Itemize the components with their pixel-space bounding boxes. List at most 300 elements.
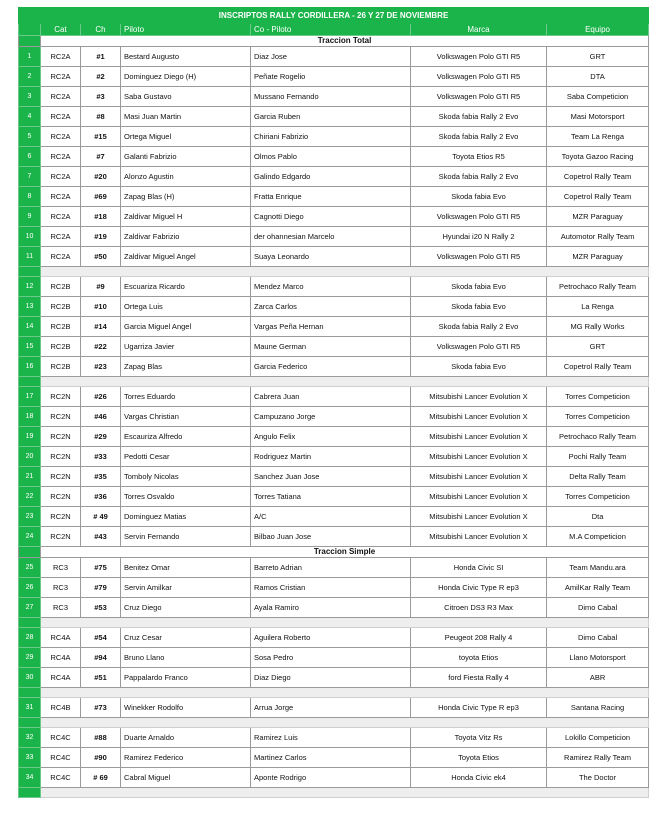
equipo-cell: ABR [547, 668, 649, 688]
row-number: 10 [19, 227, 41, 247]
row-index-cell [19, 267, 41, 277]
header-piloto: Piloto [121, 24, 251, 36]
row-number: 3 [19, 87, 41, 107]
spacer-cell [41, 718, 649, 728]
row-index-cell [19, 36, 41, 47]
row-number: 4 [19, 107, 41, 127]
cat-cell: RC2A [41, 67, 81, 87]
table-row [19, 427, 649, 447]
piloto-cell: Duarte Arnaldo [121, 728, 251, 748]
marca-cell: Citroen DS3 R3 Max [411, 598, 547, 618]
cat-cell: RC4C [41, 748, 81, 768]
table-row [19, 187, 649, 207]
row-number: 13 [19, 297, 41, 317]
copiloto-cell: Peñate Rogelio [251, 67, 411, 87]
header-index [19, 24, 41, 36]
equipo-cell: Masi Motorsport [547, 107, 649, 127]
equipo-cell: DTA [547, 67, 649, 87]
piloto-cell: Saba Gustavo [121, 87, 251, 107]
marca-cell: Mitsubishi Lancer Evolution X [411, 427, 547, 447]
row-number: 23 [19, 507, 41, 527]
cat-cell: RC4A [41, 648, 81, 668]
copiloto-cell: A/C [251, 507, 411, 527]
table-row [19, 728, 649, 748]
table-row [19, 47, 649, 67]
table-row [19, 207, 649, 227]
row-number: 7 [19, 167, 41, 187]
piloto-cell: Zaldivar Fabrizio [121, 227, 251, 247]
piloto-cell: Vargas Christian [121, 407, 251, 427]
row-number: 33 [19, 748, 41, 768]
table-row [19, 748, 649, 768]
car-number-cell: #29 [81, 427, 121, 447]
marca-cell: Volkswagen Polo GTI R5 [411, 87, 547, 107]
row-index-cell [19, 718, 41, 728]
equipo-cell: Automotor Rally Team [547, 227, 649, 247]
copiloto-cell: Cabrera Juan [251, 387, 411, 407]
cat-cell: RC2N [41, 507, 81, 527]
piloto-cell: Tomboly Nicolas [121, 467, 251, 487]
marca-cell: Skoda fabia Evo [411, 357, 547, 377]
car-number-cell: #1 [81, 47, 121, 67]
car-number-cell: #3 [81, 87, 121, 107]
row-number: 22 [19, 487, 41, 507]
copiloto-cell: Arrua Jorge [251, 698, 411, 718]
copiloto-cell: Martinez Carlos [251, 748, 411, 768]
cat-cell: RC2N [41, 427, 81, 447]
equipo-cell: MZR Paraguay [547, 207, 649, 227]
cat-cell: RC2A [41, 247, 81, 267]
car-number-cell: #9 [81, 277, 121, 297]
car-number-cell: #15 [81, 127, 121, 147]
table-row [19, 698, 649, 718]
piloto-cell: Cabral Miguel [121, 768, 251, 788]
copiloto-cell: Galindo Edgardo [251, 167, 411, 187]
cat-cell: RC4C [41, 728, 81, 748]
cat-cell: RC2N [41, 387, 81, 407]
piloto-cell: Escuariza Ricardo [121, 277, 251, 297]
piloto-cell: Bruno Llano [121, 648, 251, 668]
spacer-cell [41, 267, 649, 277]
equipo-cell: MG Rally Works [547, 317, 649, 337]
marca-cell: Skoda fabia Rally 2 Evo [411, 317, 547, 337]
equipo-cell: Dimo Cabal [547, 628, 649, 648]
equipo-cell: Saba Competicion [547, 87, 649, 107]
row-number: 30 [19, 668, 41, 688]
copiloto-cell: Vargas Peña Hernan [251, 317, 411, 337]
table-row [19, 127, 649, 147]
entry-list-sheet [18, 7, 648, 798]
copiloto-cell: Sanchez Juan Jose [251, 467, 411, 487]
cat-cell: RC2B [41, 317, 81, 337]
entry-list-table [18, 7, 649, 798]
marca-cell: Skoda fabia Rally 2 Evo [411, 167, 547, 187]
piloto-cell: Garcia Miguel Angel [121, 317, 251, 337]
cat-cell: RC2N [41, 407, 81, 427]
equipo-cell: Dimo Cabal [547, 598, 649, 618]
equipo-cell: Team La Renga [547, 127, 649, 147]
piloto-cell: Bestard Augusto [121, 47, 251, 67]
copiloto-cell: Ramos Cristian [251, 578, 411, 598]
piloto-cell: Servin Amilkar [121, 578, 251, 598]
row-number: 15 [19, 337, 41, 357]
car-number-cell: #53 [81, 598, 121, 618]
copiloto-cell: Aponte Rodrigo [251, 768, 411, 788]
cat-cell: RC2A [41, 47, 81, 67]
spacer-cell [41, 788, 649, 798]
table-row [19, 487, 649, 507]
spacer-cell [41, 688, 649, 698]
piloto-cell: Zapag Blas [121, 357, 251, 377]
cat-cell: RC4C [41, 768, 81, 788]
marca-cell: Volkswagen Polo GTI R5 [411, 67, 547, 87]
piloto-cell: Cruz Diego [121, 598, 251, 618]
table-row [19, 147, 649, 167]
car-number-cell: #90 [81, 748, 121, 768]
piloto-cell: Ortega Miguel [121, 127, 251, 147]
row-number: 2 [19, 67, 41, 87]
piloto-cell: Servin Fernando [121, 527, 251, 547]
title-row [19, 8, 649, 24]
table-row [19, 107, 649, 127]
row-number: 26 [19, 578, 41, 598]
cat-cell: RC4A [41, 628, 81, 648]
copiloto-cell: Suaya Leonardo [251, 247, 411, 267]
marca-cell: Honda Civic SI [411, 558, 547, 578]
equipo-cell: GRT [547, 337, 649, 357]
row-index-cell [19, 788, 41, 798]
table-row [19, 467, 649, 487]
row-number: 27 [19, 598, 41, 618]
copiloto-cell: Rodriguez Martin [251, 447, 411, 467]
row-number: 11 [19, 247, 41, 267]
marca-cell: Honda Civic Type R ep3 [411, 578, 547, 598]
row-number: 32 [19, 728, 41, 748]
marca-cell: Hyundai i20 N Rally 2 [411, 227, 547, 247]
piloto-cell: Alonzo Agustin [121, 167, 251, 187]
piloto-cell: Galanti Fabrizio [121, 147, 251, 167]
marca-cell: Honda Civic Type R ep3 [411, 698, 547, 718]
row-number: 28 [19, 628, 41, 648]
equipo-cell: Copetrol Rally Team [547, 357, 649, 377]
cat-cell: RC2A [41, 127, 81, 147]
car-number-cell: #10 [81, 297, 121, 317]
table-row [19, 67, 649, 87]
car-number-cell: #88 [81, 728, 121, 748]
piloto-cell: Dominguez Diego (H) [121, 67, 251, 87]
cat-cell: RC2A [41, 167, 81, 187]
table-row [19, 648, 649, 668]
car-number-cell: #75 [81, 558, 121, 578]
row-number: 8 [19, 187, 41, 207]
row-number: 29 [19, 648, 41, 668]
marca-cell: Toyota Etios R5 [411, 147, 547, 167]
copiloto-cell: der ohannesian Marcelo [251, 227, 411, 247]
marca-cell: Skoda fabia Rally 2 Evo [411, 107, 547, 127]
copiloto-cell: Torres Tatiana [251, 487, 411, 507]
table-row [19, 317, 649, 337]
marca-cell: Volkswagen Polo GTI R5 [411, 47, 547, 67]
car-number-cell: #35 [81, 467, 121, 487]
marca-cell: Skoda fabia Evo [411, 297, 547, 317]
row-number: 14 [19, 317, 41, 337]
row-index-cell [19, 688, 41, 698]
table-row [19, 227, 649, 247]
piloto-cell: Ramirez Federico [121, 748, 251, 768]
cat-cell: RC3 [41, 598, 81, 618]
sheet-title: INSCRIPTOS RALLY CORDILLERA - 26 Y 27 DE NOVIEMBRE [19, 8, 649, 24]
equipo-cell: Copetrol Rally Team [547, 167, 649, 187]
marca-cell: Volkswagen Polo GTI R5 [411, 247, 547, 267]
equipo-cell: Dta [547, 507, 649, 527]
equipo-cell: Torres Competicion [547, 487, 649, 507]
car-number-cell: #43 [81, 527, 121, 547]
copiloto-cell: Ayala Ramiro [251, 598, 411, 618]
marca-cell: Mitsubishi Lancer Evolution X [411, 447, 547, 467]
car-number-cell: #2 [81, 67, 121, 87]
piloto-cell: Dominguez Matias [121, 507, 251, 527]
row-number: 19 [19, 427, 41, 447]
table-row [19, 87, 649, 107]
table-row [19, 357, 649, 377]
marca-cell: Toyota Vitz Rs [411, 728, 547, 748]
row-number: 25 [19, 558, 41, 578]
equipo-cell: La Renga [547, 297, 649, 317]
piloto-cell: Ugarriza Javier [121, 337, 251, 357]
piloto-cell: Torres Eduardo [121, 387, 251, 407]
equipo-cell: Pochi Rally Team [547, 447, 649, 467]
section-header-row [19, 547, 649, 558]
table-row [19, 247, 649, 267]
car-number-cell: #50 [81, 247, 121, 267]
marca-cell: Mitsubishi Lancer Evolution X [411, 507, 547, 527]
car-number-cell: #20 [81, 167, 121, 187]
marca-cell: Toyota Etios [411, 748, 547, 768]
copiloto-cell: Chiriani Fabrizio [251, 127, 411, 147]
row-number: 16 [19, 357, 41, 377]
equipo-cell: GRT [547, 47, 649, 67]
section-header-row [19, 36, 649, 47]
cat-cell: RC2A [41, 227, 81, 247]
spacer-row [19, 618, 649, 628]
table-row [19, 598, 649, 618]
copiloto-cell: Garcia Federico [251, 357, 411, 377]
copiloto-cell: Sosa Pedro [251, 648, 411, 668]
cat-cell: RC3 [41, 558, 81, 578]
car-number-cell: #33 [81, 447, 121, 467]
row-number: 12 [19, 277, 41, 297]
piloto-cell: Pappalardo Franco [121, 668, 251, 688]
equipo-cell: Santana Racing [547, 698, 649, 718]
row-number: 1 [19, 47, 41, 67]
marca-cell: Volkswagen Polo GTI R5 [411, 337, 547, 357]
car-number-cell: #8 [81, 107, 121, 127]
cat-cell: RC2B [41, 297, 81, 317]
row-number: 24 [19, 527, 41, 547]
table-row [19, 277, 649, 297]
marca-cell: Mitsubishi Lancer Evolution X [411, 407, 547, 427]
cat-cell: RC4A [41, 668, 81, 688]
row-number: 5 [19, 127, 41, 147]
marca-cell: Skoda fabia Evo [411, 187, 547, 207]
equipo-cell: Copetrol Rally Team [547, 187, 649, 207]
cat-cell: RC2N [41, 467, 81, 487]
copiloto-cell: Mussano Fernando [251, 87, 411, 107]
table-row [19, 297, 649, 317]
piloto-cell: Masi Juan Martin [121, 107, 251, 127]
equipo-cell: AmilKar Rally Team [547, 578, 649, 598]
equipo-cell: The Doctor [547, 768, 649, 788]
header-marca: Marca [411, 24, 547, 36]
car-number-cell: # 49 [81, 507, 121, 527]
car-number-cell: #79 [81, 578, 121, 598]
row-number: 6 [19, 147, 41, 167]
marca-cell: Mitsubishi Lancer Evolution X [411, 387, 547, 407]
spacer-row [19, 718, 649, 728]
header-copiloto: Co - Piloto [251, 24, 411, 36]
piloto-cell: Zapag Blas (H) [121, 187, 251, 207]
spacer-cell [41, 377, 649, 387]
spacer-row [19, 788, 649, 798]
equipo-cell: Petrochaco Rally Team [547, 427, 649, 447]
marca-cell: Mitsubishi Lancer Evolution X [411, 527, 547, 547]
equipo-cell: Delta Rally Team [547, 467, 649, 487]
car-number-cell: #94 [81, 648, 121, 668]
cat-cell: RC2B [41, 337, 81, 357]
car-number-cell: #73 [81, 698, 121, 718]
piloto-cell: Pedotti Cesar [121, 447, 251, 467]
table-row [19, 407, 649, 427]
car-number-cell: #51 [81, 668, 121, 688]
copiloto-cell: Cagnotti Diego [251, 207, 411, 227]
row-index-cell [19, 377, 41, 387]
car-number-cell: #54 [81, 628, 121, 648]
marca-cell: Honda Civic ek4 [411, 768, 547, 788]
cat-cell: RC2A [41, 107, 81, 127]
piloto-cell: Benitez Omar [121, 558, 251, 578]
equipo-cell: Torres Competicion [547, 387, 649, 407]
row-number: 9 [19, 207, 41, 227]
copiloto-cell: Zarca Carlos [251, 297, 411, 317]
equipo-cell: Lokillo Competicion [547, 728, 649, 748]
cat-cell: RC2A [41, 147, 81, 167]
table-row [19, 668, 649, 688]
table-row [19, 447, 649, 467]
car-number-cell: #23 [81, 357, 121, 377]
equipo-cell: Team Mandu.ara [547, 558, 649, 578]
piloto-cell: Escauriza Alfredo [121, 427, 251, 447]
table-row [19, 167, 649, 187]
equipo-cell: Torres Competicion [547, 407, 649, 427]
equipo-cell: M.A Competicion [547, 527, 649, 547]
copiloto-cell: Olmos Pablo [251, 147, 411, 167]
piloto-cell: Winekker Rodolfo [121, 698, 251, 718]
spacer-row [19, 267, 649, 277]
copiloto-cell: Fratta Enrique [251, 187, 411, 207]
cat-cell: RC2A [41, 207, 81, 227]
header-equipo: Equipo [547, 24, 649, 36]
copiloto-cell: Bilbao Juan Jose [251, 527, 411, 547]
copiloto-cell: Angulo Felix [251, 427, 411, 447]
marca-cell: Volkswagen Polo GTI R5 [411, 207, 547, 227]
piloto-cell: Zaldivar Miguel Angel [121, 247, 251, 267]
spacer-cell [41, 618, 649, 628]
table-row [19, 578, 649, 598]
equipo-cell: MZR Paraguay [547, 247, 649, 267]
copiloto-cell: Aguilera Roberto [251, 628, 411, 648]
car-number-cell: #19 [81, 227, 121, 247]
marca-cell: toyota Etios [411, 648, 547, 668]
header-row [19, 24, 649, 36]
marca-cell: Skoda fabia Rally 2 Evo [411, 127, 547, 147]
copiloto-cell: Ramirez Luis [251, 728, 411, 748]
equipo-cell: Toyota Gazoo Racing [547, 147, 649, 167]
marca-cell: ford Fiesta Rally 4 [411, 668, 547, 688]
copiloto-cell: Barreto Adrian [251, 558, 411, 578]
marca-cell: Mitsubishi Lancer Evolution X [411, 487, 547, 507]
piloto-cell: Ortega Luis [121, 297, 251, 317]
car-number-cell: #26 [81, 387, 121, 407]
row-number: 31 [19, 698, 41, 718]
marca-cell: Mitsubishi Lancer Evolution X [411, 467, 547, 487]
table-row [19, 768, 649, 788]
cat-cell: RC2N [41, 447, 81, 467]
table-row [19, 558, 649, 578]
table-row [19, 507, 649, 527]
copiloto-cell: Diaz Diego [251, 668, 411, 688]
row-index-cell [19, 618, 41, 628]
cat-cell: RC4B [41, 698, 81, 718]
car-number-cell: #7 [81, 147, 121, 167]
equipo-cell: Ramirez Rally Team [547, 748, 649, 768]
cat-cell: RC2A [41, 87, 81, 107]
car-number-cell: #46 [81, 407, 121, 427]
car-number-cell: #18 [81, 207, 121, 227]
cat-cell: RC2A [41, 187, 81, 207]
cat-cell: RC2B [41, 277, 81, 297]
copiloto-cell: Diaz Jose [251, 47, 411, 67]
copiloto-cell: Maune German [251, 337, 411, 357]
copiloto-cell: Campuzano Jorge [251, 407, 411, 427]
row-index-cell [19, 547, 41, 558]
row-number: 34 [19, 768, 41, 788]
copiloto-cell: Mendez Marco [251, 277, 411, 297]
row-number: 18 [19, 407, 41, 427]
car-number-cell: #14 [81, 317, 121, 337]
table-row [19, 628, 649, 648]
row-number: 17 [19, 387, 41, 407]
piloto-cell: Cruz Cesar [121, 628, 251, 648]
section-label: Traccion Simple [41, 547, 649, 558]
car-number-cell: # 69 [81, 768, 121, 788]
row-number: 21 [19, 467, 41, 487]
header-cat: Cat [41, 24, 81, 36]
header-ch: Ch [81, 24, 121, 36]
equipo-cell: Petrochaco Rally Team [547, 277, 649, 297]
marca-cell: Skoda fabia Evo [411, 277, 547, 297]
spacer-row [19, 688, 649, 698]
equipo-cell: Llano Motorsport [547, 648, 649, 668]
car-number-cell: #69 [81, 187, 121, 207]
car-number-cell: #22 [81, 337, 121, 357]
marca-cell: Peugeot 208 Rally 4 [411, 628, 547, 648]
piloto-cell: Zaldivar Miguel H [121, 207, 251, 227]
cat-cell: RC3 [41, 578, 81, 598]
spacer-row [19, 377, 649, 387]
cat-cell: RC2N [41, 487, 81, 507]
piloto-cell: Torres Osvaldo [121, 487, 251, 507]
car-number-cell: #36 [81, 487, 121, 507]
